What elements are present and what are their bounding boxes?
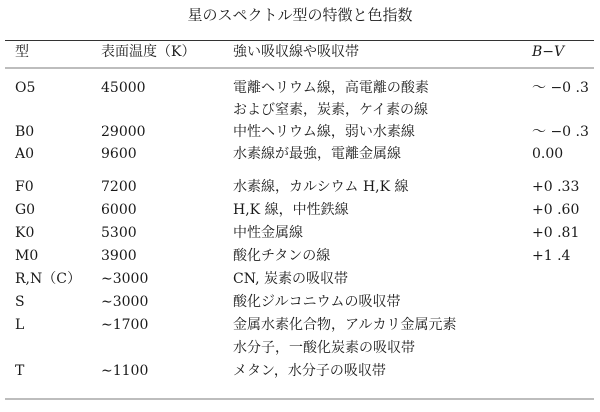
cell-color-index: +0 .60 — [532, 202, 580, 218]
header-lines: 強い吸収線や吸収帯 — [233, 44, 359, 60]
cell-color-index: 0.00 — [532, 146, 564, 162]
cell-type: R,N（C） — [15, 271, 81, 287]
cell-lines: および窒素，炭素，ケイ素の線 — [233, 102, 429, 118]
cell-color-index: +0 .33 — [532, 179, 580, 195]
cell-temperature: ∼1100 — [101, 363, 149, 379]
cell-type: T — [15, 363, 25, 379]
table-title: 星のスペクトル型の特徴と色指数 — [187, 6, 413, 24]
table-row — [0, 121, 600, 143]
table-row — [0, 291, 600, 313]
bottom-rule — [5, 398, 594, 400]
cell-lines: 中性ヘリウム線，弱い水素線 — [233, 124, 415, 140]
cell-type: K0 — [15, 225, 35, 241]
cell-type: M0 — [15, 248, 39, 264]
cell-temperature: 3900 — [101, 248, 137, 264]
cell-color-index: +1 .4 — [532, 248, 571, 264]
header-row — [0, 41, 600, 63]
cell-lines: 中性金属線 — [233, 225, 303, 241]
cell-temperature: 7200 — [101, 179, 137, 195]
cell-color-index: +0 .81 — [532, 225, 580, 241]
cell-type: B0 — [15, 124, 35, 140]
cell-type: O5 — [15, 80, 36, 96]
cell-lines: メタン，水分子の吸収帯 — [233, 363, 386, 379]
table-row — [0, 222, 600, 244]
table-row — [0, 268, 600, 290]
cell-temperature: 5300 — [101, 225, 137, 241]
cell-temperature: ∼1700 — [101, 317, 149, 333]
table-row — [0, 77, 600, 99]
cell-color-index: ～ −0 .3 — [532, 80, 589, 96]
cell-temperature: 9600 — [101, 146, 137, 162]
table-row — [0, 314, 600, 336]
cell-temperature: 29000 — [101, 124, 146, 140]
cell-color-index: ～ −0 .3 — [532, 124, 589, 140]
header-type: 型 — [15, 44, 29, 60]
cell-lines: 電離ヘリウム線，高電離の酸素 — [233, 80, 429, 96]
cell-lines: 金属水素化合物，アルカリ金属元素 — [233, 317, 457, 333]
cell-temperature: 6000 — [101, 202, 137, 218]
table-row — [0, 99, 600, 121]
table-row — [0, 143, 600, 165]
cell-temperature: ∼3000 — [101, 271, 149, 287]
cell-lines: 水素線が最強，電離金属線 — [233, 146, 401, 162]
table-row — [0, 176, 600, 198]
header-temperature: 表面温度（K） — [101, 44, 196, 60]
cell-temperature: ∼3000 — [101, 294, 149, 310]
table-row — [0, 337, 600, 359]
cell-type: F0 — [15, 179, 34, 195]
cell-temperature: 45000 — [101, 80, 146, 96]
table-row — [0, 199, 600, 221]
cell-lines: H,K 線，中性鉄線 — [233, 202, 349, 218]
cell-type: G0 — [15, 202, 36, 218]
cell-lines: 水分子，一酸化炭素の吸収帯 — [233, 340, 415, 356]
cell-lines: 酸化ジルコニウムの吸収帯 — [233, 294, 401, 310]
header-rule — [5, 67, 594, 69]
header-color-index: B−V — [532, 44, 565, 60]
cell-lines: 水素線，カルシウム H,K 線 — [233, 179, 409, 195]
table-row — [0, 245, 600, 267]
cell-type: A0 — [15, 146, 35, 162]
cell-type: L — [15, 317, 25, 333]
cell-lines: CN, 炭素の吸収帯 — [233, 271, 348, 287]
cell-lines: 酸化チタンの線 — [233, 248, 331, 264]
table-row — [0, 360, 600, 382]
cell-type: S — [15, 294, 25, 310]
